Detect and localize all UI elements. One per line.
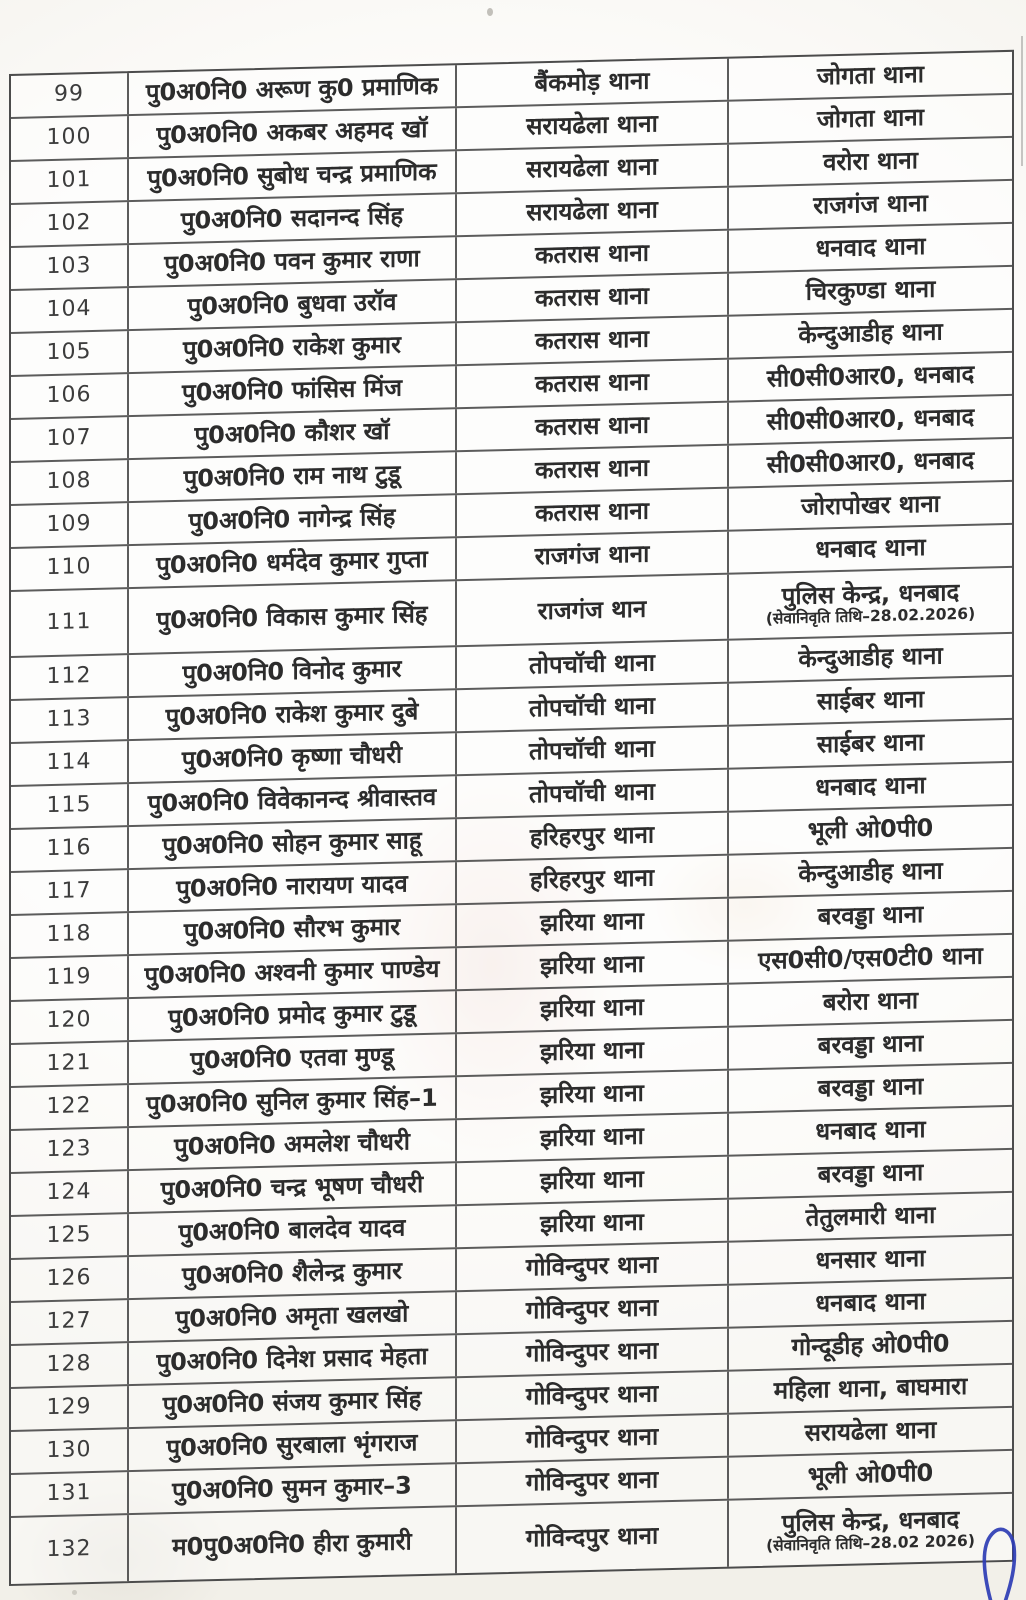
present-posting-cell-text: सरायढेला थाना	[526, 109, 658, 141]
serial-number-cell	[11, 741, 129, 785]
officer-name-cell-text: पु0अ0नि0 चन्द्र भूषण चौधरी	[160, 1170, 424, 1205]
officer-name-cell	[129, 905, 457, 954]
new-posting-cell-text: केन्दुआडीह थाना	[798, 317, 943, 350]
serial-number-cell-text: 99	[54, 81, 84, 108]
officer-name-cell	[129, 581, 457, 653]
new-posting-cell	[729, 1236, 1012, 1284]
present-posting-cell	[457, 532, 729, 580]
present-posting-cell	[457, 446, 729, 494]
officer-name-cell-text: पु0अ0नि0 कृष्णा चौधरी	[181, 740, 403, 775]
officer-name-cell	[129, 1249, 457, 1298]
new-posting-cell-text: बरवड्डा थाना	[817, 1158, 924, 1189]
serial-number-cell-text: 127	[46, 1308, 92, 1335]
present-posting-cell	[457, 1071, 729, 1119]
officer-name-cell	[129, 1464, 457, 1513]
present-posting-cell	[457, 727, 729, 775]
new-posting-cell-text: महिला थाना, बाघमारा	[773, 1372, 968, 1405]
officer-name-cell	[129, 647, 457, 696]
serial-number-cell-text: 125	[46, 1222, 92, 1249]
serial-number-cell-text: 103	[46, 253, 92, 280]
new-posting-cell-text: जोगता थाना	[817, 60, 924, 91]
officer-name-cell	[129, 1163, 457, 1212]
new-posting-cell-text: तेतुलमारी थाना	[805, 1200, 936, 1233]
new-posting-cell	[729, 1107, 1012, 1155]
serial-number-cell-text: 115	[46, 792, 92, 819]
serial-number-cell-text: 122	[46, 1093, 92, 1120]
serial-number-cell-text: 131	[46, 1480, 92, 1507]
officer-name-cell-text: पु0अ0नि0 शैलेन्द्र कुमार	[182, 1256, 402, 1291]
serial-number-cell-text: 113	[46, 706, 92, 733]
officer-name-cell-text: पु0अ0नि0 सुरबाला भृंगराज	[166, 1428, 418, 1463]
present-posting-cell-text: कतरास थाना	[535, 238, 649, 270]
officer-name-cell-text: पु0अ0नि0 सुमन कुमार–3	[172, 1471, 412, 1506]
new-posting-cell-text: धनबाद थाना	[815, 771, 926, 802]
new-posting-cell	[729, 525, 1012, 573]
new-posting-cell	[729, 267, 1012, 315]
officer-name-cell-text: पु0अ0नि0 सुबोध चन्द्र प्रमाणिक	[147, 157, 437, 193]
new-posting-cell	[729, 181, 1012, 229]
officer-name-cell	[129, 323, 457, 372]
present-posting-cell-text: हरिहरपुर थाना	[529, 863, 655, 895]
new-posting-cell	[729, 95, 1012, 143]
serial-number-cell	[11, 1085, 129, 1129]
officer-name-cell-text: पु0अ0नि0 विनोद कुमार	[182, 654, 402, 689]
present-posting-cell-text: कतरास थाना	[535, 324, 649, 356]
present-posting-cell	[457, 231, 729, 279]
serial-number-cell	[11, 116, 129, 160]
officer-name-cell-text: पु0अ0नि0 फांसिस मिंज	[181, 373, 403, 408]
present-posting-cell	[457, 1458, 729, 1506]
present-posting-cell	[457, 59, 729, 107]
new-posting-cell-text: बरवड्डा थाना	[817, 1072, 924, 1103]
new-posting-cell-text: सी0सी0आर0, धनबाद	[766, 360, 975, 394]
serial-number-cell-text: 105	[46, 339, 92, 366]
officer-name-cell	[129, 538, 457, 587]
serial-number-cell-text: 117	[46, 878, 92, 905]
new-posting-cell-text: केन्दुआडीह थाना	[798, 856, 943, 889]
officer-name-cell-text: पु0अ0नि0 एतवा मुण्डू	[190, 1042, 394, 1075]
new-posting-cell-text: राजगंज थाना	[813, 189, 928, 220]
present-posting-cell-text: बैंकमोड़ थाना	[534, 66, 650, 98]
present-posting-cell-text: कतरास थाना	[535, 410, 649, 442]
new-posting-cell	[729, 634, 1012, 682]
present-posting-cell-text: कतरास थाना	[535, 496, 649, 528]
present-posting-cell-text: गोविन्दुपर थाना	[525, 1293, 659, 1325]
officer-name-cell	[129, 280, 457, 329]
serial-number-cell	[11, 245, 129, 289]
officer-name-cell-text: पु0अ0नि0 बालदेव यादव	[178, 1213, 406, 1248]
new-posting-cell-text: जोरापोखर थाना	[801, 489, 940, 522]
present-posting-cell-text: झरिया थाना	[540, 1079, 644, 1110]
serial-number-cell	[11, 1042, 129, 1086]
present-posting-cell-text: झरिया थाना	[540, 993, 644, 1024]
serial-number-cell	[11, 1429, 129, 1473]
new-posting-cell-text: भूली ओ0पी0	[807, 1459, 934, 1491]
serial-number-cell-text: 120	[46, 1007, 92, 1034]
new-posting-cell	[729, 1064, 1012, 1112]
new-posting-cell	[729, 439, 1012, 487]
serial-number-cell	[11, 655, 129, 699]
serial-number-cell	[11, 1515, 129, 1584]
officer-name-cell	[129, 1034, 457, 1083]
new-posting-cell	[729, 1322, 1012, 1370]
present-posting-cell-text: राजगंज थान	[537, 594, 647, 626]
new-posting-cell	[729, 1193, 1012, 1241]
officer-name-cell	[129, 948, 457, 997]
new-posting-cell	[729, 1451, 1012, 1499]
serial-number-cell	[11, 374, 129, 418]
present-posting-cell	[457, 1329, 729, 1377]
officer-name-cell-text: पु0अ0नि0 अमृता खलखो	[175, 1299, 409, 1334]
officer-name-cell-text: पु0अ0नि0 विवेकानन्द श्रीवास्तव	[147, 783, 437, 818]
present-posting-cell-text: कतरास थाना	[535, 453, 649, 485]
officer-name-cell	[129, 819, 457, 868]
serial-number-cell	[11, 202, 129, 246]
new-posting-cell	[729, 482, 1012, 530]
new-posting-cell-text: एस0सी0/एस0टी0 थाना	[758, 941, 983, 976]
officer-name-cell-text: पु0अ0नि0 सुनिल कुमार सिंह–1	[146, 1083, 438, 1119]
present-posting-cell	[457, 1157, 729, 1205]
serial-number-cell-text: 126	[46, 1265, 92, 1292]
serial-number-cell	[11, 827, 129, 871]
serial-number-cell	[11, 1386, 129, 1430]
serial-number-cell	[11, 589, 129, 656]
present-posting-cell	[457, 575, 729, 646]
officer-name-cell-text: पु0अ0नि0 बुधवा उरॉव	[187, 287, 397, 321]
officer-name-cell	[129, 65, 457, 114]
new-posting-cell	[729, 1279, 1012, 1327]
serial-number-cell-text: 119	[46, 964, 92, 991]
new-posting-cell-text: सरायढेला थाना	[804, 1415, 937, 1448]
present-posting-cell	[457, 360, 729, 408]
present-posting-cell	[457, 317, 729, 365]
present-posting-cell	[457, 641, 729, 689]
present-posting-cell-text: झरिया थाना	[540, 1165, 644, 1196]
new-posting-cell	[729, 763, 1012, 811]
present-posting-cell	[457, 770, 729, 818]
serial-number-cell	[11, 1300, 129, 1344]
present-posting-cell-text: तोपचॉची थाना	[529, 734, 655, 766]
present-posting-cell	[457, 1200, 729, 1248]
serial-number-cell-text: 121	[46, 1050, 92, 1077]
serial-number-cell-text: 128	[46, 1351, 92, 1378]
officer-name-cell	[129, 1335, 457, 1384]
serial-number-cell	[11, 913, 129, 957]
serial-number-cell	[11, 1257, 129, 1301]
present-posting-cell	[457, 1028, 729, 1076]
present-posting-cell	[457, 813, 729, 861]
new-posting-cell	[729, 310, 1012, 358]
officer-name-cell-text: पु0अ0नि0 अश्वनी कुमार पाण्डेय	[144, 954, 440, 991]
present-posting-cell-text: गोविन्दुपर थाना	[525, 1422, 659, 1454]
serial-number-cell	[11, 784, 129, 828]
officer-name-cell-text: पु0अ0नि0 दिनेश प्रसाद मेहता	[156, 1342, 428, 1377]
serial-number-cell-text: 112	[46, 663, 92, 690]
new-posting-cell	[729, 138, 1012, 186]
officer-name-cell	[129, 862, 457, 911]
officer-name-cell	[129, 1077, 457, 1126]
present-posting-cell	[457, 1114, 729, 1162]
new-posting-cell	[729, 1150, 1012, 1198]
officer-name-cell	[129, 495, 457, 544]
officer-name-cell-text: म0पु0अ0नि0 हीरा कुमारी	[172, 1527, 412, 1561]
present-posting-cell	[457, 899, 729, 947]
present-posting-cell	[457, 188, 729, 236]
new-posting-cell-text: साईबर थाना	[816, 728, 925, 759]
officer-name-cell	[129, 1421, 457, 1470]
present-posting-cell	[457, 1501, 729, 1574]
present-posting-cell-text: हरिहरपुर थाना	[529, 820, 655, 852]
new-posting-cell-text: बरोरा थाना	[822, 986, 919, 1017]
present-posting-cell-text: सरायढेला थाना	[526, 195, 658, 227]
new-posting-cell-text: पुलिस केन्द्र, धनबाद	[781, 1504, 960, 1538]
serial-number-cell-text: 108	[46, 468, 92, 495]
serial-number-cell	[11, 331, 129, 375]
officer-name-cell	[129, 1378, 457, 1427]
officer-name-cell-text: पु0अ0नि0 सदानन्द सिंह	[180, 201, 404, 236]
new-posting-cell-text: धनबाद थाना	[815, 533, 926, 564]
present-posting-cell-text: गोविन्दुपर थाना	[525, 1336, 659, 1368]
present-posting-cell-text: तोपचॉची थाना	[529, 691, 655, 723]
new-posting-cell	[729, 935, 1012, 983]
present-posting-cell	[457, 942, 729, 990]
new-posting-cell-text: धनवाद थाना	[815, 232, 926, 263]
officer-name-cell-text: पु0अ0नि0 सौरभ कुमार	[183, 912, 401, 947]
transfer-table	[9, 50, 1014, 1586]
officer-name-cell-text: पु0अ0नि0 सोहन कुमार साहू	[162, 826, 422, 861]
new-posting-cell-text: पुलिस केन्द्र, धनबाद	[781, 577, 960, 611]
serial-number-cell-text: 130	[46, 1437, 92, 1464]
serial-number-cell-text: 101	[46, 167, 92, 194]
serial-number-cell-text: 116	[46, 835, 92, 862]
new-posting-cell-text: भूली ओ0पी0	[807, 814, 934, 846]
new-posting-cell	[729, 806, 1012, 854]
page-edge-shadow	[1021, 36, 1023, 166]
new-posting-cell	[729, 52, 1012, 100]
serial-number-cell-text: 118	[46, 921, 92, 948]
serial-number-cell	[11, 546, 129, 590]
serial-number-cell	[11, 1214, 129, 1258]
new-posting-cell	[729, 1494, 1012, 1567]
serial-number-cell-text: 111	[46, 608, 92, 636]
present-posting-cell-text: तोपचॉची थाना	[529, 648, 655, 680]
officer-name-cell-text: पु0अ0नि0 राम नाथ टुडू	[183, 459, 401, 494]
new-posting-cell	[729, 353, 1012, 401]
serial-number-cell	[11, 1472, 129, 1516]
serial-number-cell-text: 106	[46, 382, 92, 409]
officer-name-cell-text: पु0अ0नि0 धर्मदेव कुमार गुप्ता	[156, 545, 428, 580]
serial-number-cell-text: 110	[46, 554, 92, 581]
officer-name-cell-text: पु0अ0नि0 नागेन्द्र सिंह	[188, 502, 396, 536]
present-posting-cell	[457, 1415, 729, 1463]
scan-speck	[72, 1590, 77, 1595]
officer-name-cell-text: पु0अ0नि0 कौशर खॉ	[194, 417, 390, 450]
present-posting-cell-text: गोविन्दुपर थाना	[525, 1379, 659, 1411]
serial-number-cell-text: 102	[46, 210, 92, 237]
serial-number-cell-text: 104	[46, 296, 92, 323]
present-posting-cell-text: सरायढेला थाना	[526, 152, 658, 184]
new-posting-cell-text: बरवड्डा थाना	[817, 900, 924, 931]
present-posting-cell-text: कतरास थाना	[535, 281, 649, 313]
present-posting-cell-text: गोविन्दपुर थाना	[525, 1521, 659, 1553]
serial-number-cell	[11, 460, 129, 504]
present-posting-cell-text: झरिया थाना	[540, 907, 644, 938]
officer-name-cell-text: पु0अ0नि0 अरूण कु0 प्रमाणिक	[145, 71, 439, 108]
officer-name-cell	[129, 776, 457, 825]
present-posting-cell-text: झरिया थाना	[540, 1036, 644, 1067]
new-posting-cell	[729, 677, 1012, 725]
serial-number-cell	[11, 159, 129, 203]
new-posting-cell	[729, 1365, 1012, 1413]
serial-number-cell-text: 100	[46, 124, 92, 151]
serial-number-cell-text: 107	[46, 425, 92, 452]
new-posting-cell-text: बरवड्डा थाना	[817, 1029, 924, 1060]
new-posting-cell	[729, 978, 1012, 1026]
serial-number-cell-text: 132	[46, 1535, 92, 1563]
present-posting-cell	[457, 274, 729, 322]
new-posting-cell-text: धनबाद थाना	[815, 1115, 926, 1146]
officer-name-cell-text: पु0अ0नि0 विकास कुमार सिंह	[156, 599, 428, 635]
new-posting-cell-text: जोगता थाना	[817, 103, 924, 134]
serial-number-cell-text: 109	[46, 511, 92, 538]
officer-name-cell	[129, 1292, 457, 1341]
new-posting-cell-text: सी0सी0आर0, धनबाद	[766, 446, 975, 480]
officer-name-cell	[129, 151, 457, 200]
serial-number-cell	[11, 417, 129, 461]
present-posting-cell	[457, 684, 729, 732]
serial-number-cell	[11, 698, 129, 742]
serial-number-cell	[11, 999, 129, 1043]
serial-number-cell	[11, 288, 129, 332]
serial-number-cell	[11, 956, 129, 1000]
present-posting-cell-text: झरिया थाना	[540, 1122, 644, 1153]
present-posting-cell-text: तोपचॉची थाना	[529, 777, 655, 809]
present-posting-cell	[457, 1243, 729, 1291]
serial-number-cell-text: 129	[46, 1394, 92, 1421]
new-posting-cell-text: चिरकुण्डा थाना	[805, 274, 936, 307]
new-posting-cell-text: वरोरा थाना	[823, 146, 918, 177]
new-posting-cell-text: गोन्दूडीह ओ0पी0	[791, 1329, 950, 1362]
officer-name-cell	[129, 1120, 457, 1169]
new-posting-cell	[729, 892, 1012, 940]
officer-name-cell-text: पु0अ0नि0 अमलेश चौधरी	[174, 1127, 410, 1162]
new-posting-cell	[729, 1021, 1012, 1069]
new-posting-cell-text: धनसार थाना	[815, 1244, 926, 1275]
officer-name-cell	[129, 452, 457, 501]
serial-number-cell	[11, 1128, 129, 1172]
present-posting-cell	[457, 145, 729, 193]
officer-name-cell-text: पु0अ0नि0 नारायण यादव	[176, 869, 408, 904]
serial-number-cell-text: 123	[46, 1136, 92, 1163]
serial-number-cell	[11, 870, 129, 914]
serial-number-cell	[11, 503, 129, 547]
present-posting-cell	[457, 403, 729, 451]
officer-name-cell-text: पु0अ0नि0 संजय कुमार सिंह	[162, 1385, 422, 1420]
new-posting-cell	[729, 224, 1012, 272]
new-posting-cell-text: धनबाद थाना	[815, 1287, 926, 1318]
new-posting-cell	[729, 396, 1012, 444]
serial-number-cell	[11, 1343, 129, 1387]
present-posting-cell-text: कतरास थाना	[535, 367, 649, 399]
officer-name-cell	[129, 1507, 457, 1581]
officer-name-cell	[129, 366, 457, 415]
serial-number-cell-text: 124	[46, 1179, 92, 1206]
present-posting-cell-text: गोविन्दुपर थाना	[525, 1250, 659, 1282]
officer-name-cell	[129, 237, 457, 286]
present-posting-cell	[457, 856, 729, 904]
serial-number-cell	[11, 73, 129, 117]
officer-name-cell	[129, 409, 457, 458]
officer-name-cell	[129, 194, 457, 243]
present-posting-cell	[457, 489, 729, 537]
present-posting-cell	[457, 1372, 729, 1420]
officer-name-cell	[129, 991, 457, 1040]
officer-name-cell-text: पु0अ0नि0 अकबर अहमद खॉ	[156, 115, 428, 150]
scan-speck	[487, 8, 493, 16]
new-posting-cell-text: साईबर थाना	[816, 685, 925, 716]
officer-name-cell	[129, 733, 457, 782]
present-posting-cell-text: गोविन्दुपर थाना	[525, 1465, 659, 1497]
officer-name-cell-text: पु0अ0नि0 प्रमोद कुमार टुडू	[168, 998, 416, 1033]
serial-number-cell	[11, 1171, 129, 1215]
officer-name-cell	[129, 690, 457, 739]
new-posting-cell-text: केन्दुआडीह थाना	[798, 641, 943, 674]
officer-name-cell	[129, 1206, 457, 1255]
serial-number-cell-text: 114	[46, 749, 92, 776]
retirement-date-note: (सेवानिवृति तिथि–28.02 2026)	[766, 1531, 975, 1555]
present-posting-cell-text: झरिया थाना	[540, 1208, 644, 1239]
new-posting-cell	[729, 568, 1012, 639]
officer-name-cell-text: पु0अ0नि0 पवन कुमार राणा	[164, 244, 420, 279]
new-posting-cell	[729, 1408, 1012, 1456]
new-posting-cell	[729, 849, 1012, 897]
officer-name-cell	[129, 108, 457, 157]
officer-name-cell-text: पु0अ0नि0 राकेश कुमार दुबे	[165, 697, 419, 732]
new-posting-cell	[729, 720, 1012, 768]
retirement-date-note: (सेवानिवृति तिथि–28.02.2026)	[765, 604, 976, 628]
present-posting-cell-text: राजगंज थाना	[534, 539, 650, 571]
officer-name-cell-text: पु0अ0नि0 राकेश कुमार	[183, 330, 401, 365]
present-posting-cell	[457, 102, 729, 150]
new-posting-cell-text: सी0सी0आर0, धनबाद	[766, 403, 975, 437]
present-posting-cell-text: झरिया थाना	[540, 950, 644, 981]
present-posting-cell	[457, 1286, 729, 1334]
present-posting-cell	[457, 985, 729, 1033]
